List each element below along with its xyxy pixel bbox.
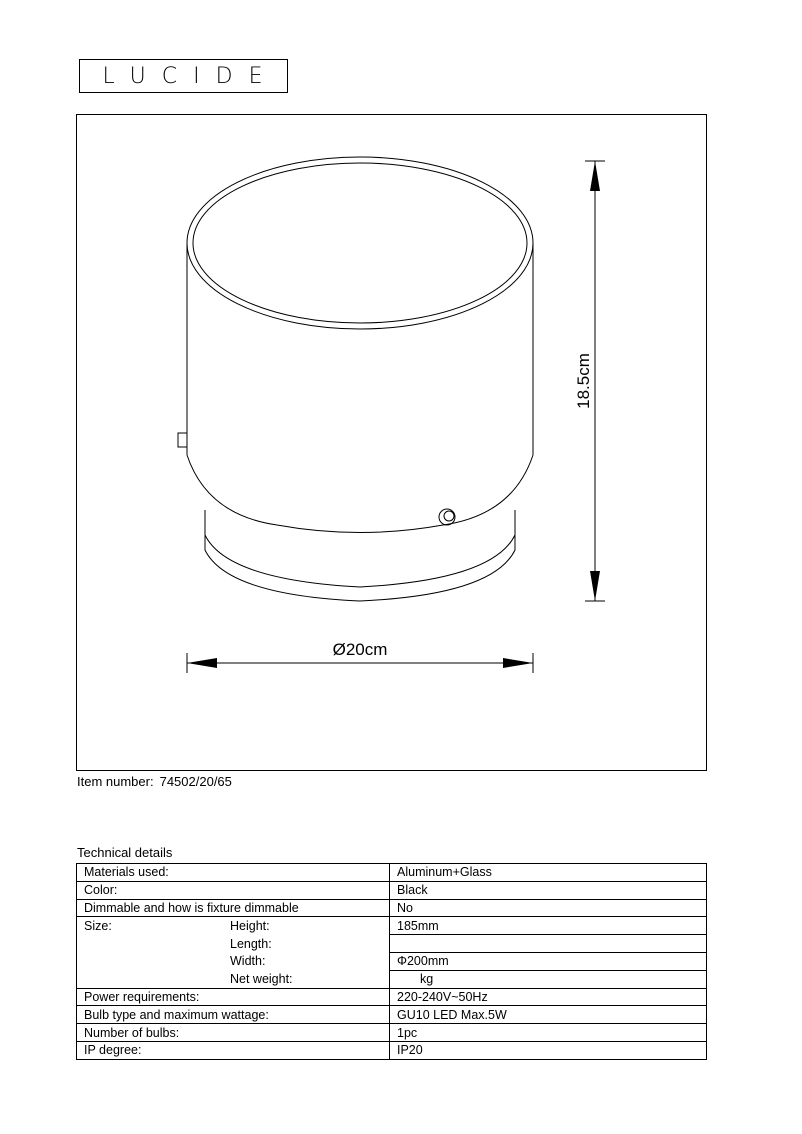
table-row bbox=[77, 1041, 707, 1059]
spec-value: 220-240V~50Hz bbox=[390, 988, 707, 1006]
spec-label: Dimmable and how is fixture dimmable bbox=[77, 899, 390, 917]
lamp-knob-inner bbox=[444, 511, 454, 521]
table-row bbox=[77, 899, 707, 917]
diameter-dimension-label: Ø20cm bbox=[332, 640, 388, 659]
size-sub-key: Net weight: bbox=[230, 971, 293, 986]
spec-value: No bbox=[390, 899, 707, 917]
spec-value: Φ200mm bbox=[390, 952, 707, 970]
spec-label: Bulb type and maximum wattage: bbox=[77, 1006, 390, 1024]
table-row bbox=[77, 988, 707, 1006]
lamp-top-rim-inner bbox=[193, 163, 527, 323]
spec-label: Number of bulbs: bbox=[77, 1024, 390, 1042]
height-arrow-bottom bbox=[590, 571, 600, 601]
height-dimension-label: 18.5cm bbox=[574, 353, 593, 409]
item-number bbox=[77, 774, 238, 789]
table-row bbox=[77, 881, 707, 899]
spec-value: GU10 LED Max.5W bbox=[390, 1006, 707, 1024]
technical-details-table bbox=[76, 863, 707, 1060]
spec-value bbox=[390, 935, 707, 953]
lamp-body-bottom-left bbox=[187, 455, 277, 525]
technical-drawing bbox=[76, 114, 707, 771]
spec-label bbox=[77, 952, 390, 970]
spec-label: Power requirements: bbox=[77, 988, 390, 1006]
item-number-value: 74502/20/65 bbox=[159, 774, 232, 789]
lamp-base-inner bbox=[205, 535, 515, 587]
spec-label: Color: bbox=[77, 881, 390, 899]
lamp-body-bottom-right bbox=[443, 455, 533, 525]
spec-label bbox=[77, 935, 390, 953]
diameter-arrow-right bbox=[503, 658, 533, 668]
size-sub-key: Height: bbox=[230, 919, 270, 934]
size-sub-key: Length: bbox=[230, 936, 272, 951]
table-row-size-width bbox=[77, 952, 707, 970]
diameter-arrow-left bbox=[187, 658, 217, 668]
lamp-drawing bbox=[77, 115, 708, 772]
spec-value: Aluminum+Glass bbox=[390, 864, 707, 882]
spec-value: 1pc bbox=[390, 1024, 707, 1042]
item-number-label: Item number: bbox=[77, 774, 154, 789]
spec-value: kg bbox=[390, 970, 707, 988]
table-row-size-length bbox=[77, 935, 707, 953]
table-row bbox=[77, 864, 707, 882]
table-row bbox=[77, 1006, 707, 1024]
size-sub-key: Width: bbox=[230, 954, 266, 969]
height-arrow-top bbox=[590, 161, 600, 191]
spec-value: IP20 bbox=[390, 1041, 707, 1059]
brand-logo-text: LUCIDE bbox=[102, 63, 279, 89]
lamp-top-rim-outer bbox=[187, 157, 533, 329]
technical-details-title: Technical details bbox=[77, 845, 173, 860]
spec-label: Materials used: bbox=[77, 864, 390, 882]
table-row-size-height bbox=[77, 917, 707, 935]
spec-label bbox=[77, 970, 390, 988]
spec-value: Black bbox=[390, 881, 707, 899]
spec-label: IP degree: bbox=[77, 1041, 390, 1059]
table-row bbox=[77, 1024, 707, 1042]
lamp-body-bottom-curve bbox=[277, 525, 443, 533]
table-row-size-weight bbox=[77, 970, 707, 988]
size-label: Size: bbox=[84, 919, 112, 934]
spec-label bbox=[77, 917, 390, 935]
brand-logo bbox=[79, 59, 288, 93]
lamp-switch bbox=[178, 433, 187, 447]
spec-value: 185mm bbox=[390, 917, 707, 935]
